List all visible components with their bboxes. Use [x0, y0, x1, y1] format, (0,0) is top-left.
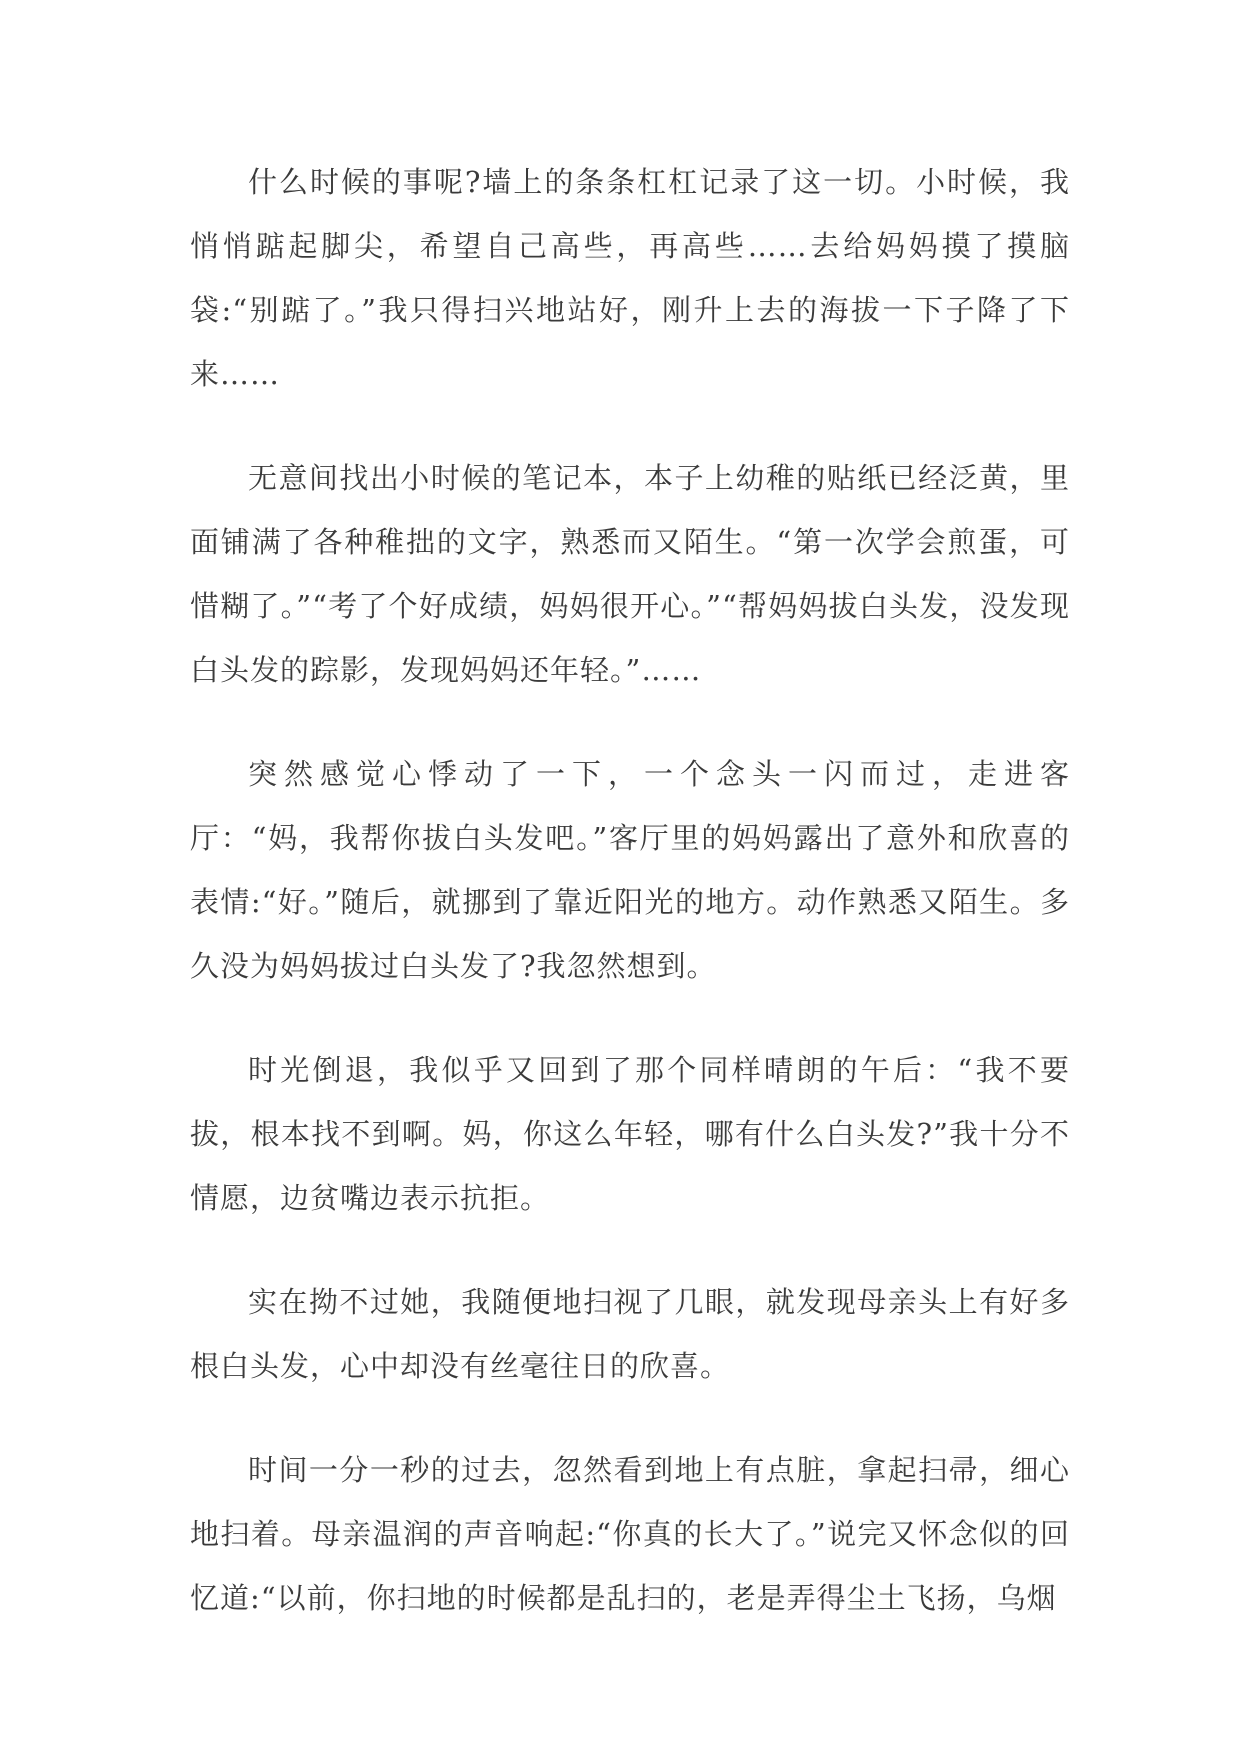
paragraph-2: 无意间找出小时候的笔记本，本子上幼稚的贴纸已经泛黄，里面铺满了各种稚拙的文字，熟悉而又陌生。“第一次学会煎蛋，可惜糊了。”“考了个好成绩，妈妈很开心。”“帮妈妈拔白头发，没发现白头发的踪影，发现妈妈还年轻。”……: [190, 461, 1070, 687]
paragraph-4: 时光倒退，我似乎又回到了那个同样晴朗的午后：“我不要拔，根本找不到啊。妈，你这么年轻，哪有什么白头发?”我十分不情愿，边贫嘴边表示抗拒。: [190, 1053, 1070, 1215]
document-body: [190, 150, 1070, 1630]
paragraph-1: 什么时候的事呢?墙上的条条杠杠记录了这一切。小时候，我悄悄踮起脚尖，希望自己高些，再高些……去给妈妈摸了摸脑袋:“别踮了。”我只得扫兴地站好，刚升上去的海拔一下子降了下来……: [190, 165, 1070, 391]
paragraph-6: 时间一分一秒的过去，忽然看到地上有点脏，拿起扫帚，细心地扫着。母亲温润的声音响起:“你真的长大了。”说完又怀念似的回忆道:“以前，你扫地的时候都是乱扫的，老是弄得尘土飞扬，乌烟: [190, 1453, 1070, 1615]
paragraph-5: 实在拗不过她，我随便地扫视了几眼，就发现母亲头上有好多根白头发，心中却没有丝毫往日的欣喜。: [190, 1285, 1070, 1383]
paragraph-3: 突然感觉心悸动了一下，一个念头一闪而过，走进客厅：“妈，我帮你拔白头发吧。”客厅里的妈妈露出了意外和欣喜的表情:“好。”随后，就挪到了靠近阳光的地方。动作熟悉又陌生。多久没为妈妈拔过白头发了?我忽然想到。: [190, 757, 1070, 983]
